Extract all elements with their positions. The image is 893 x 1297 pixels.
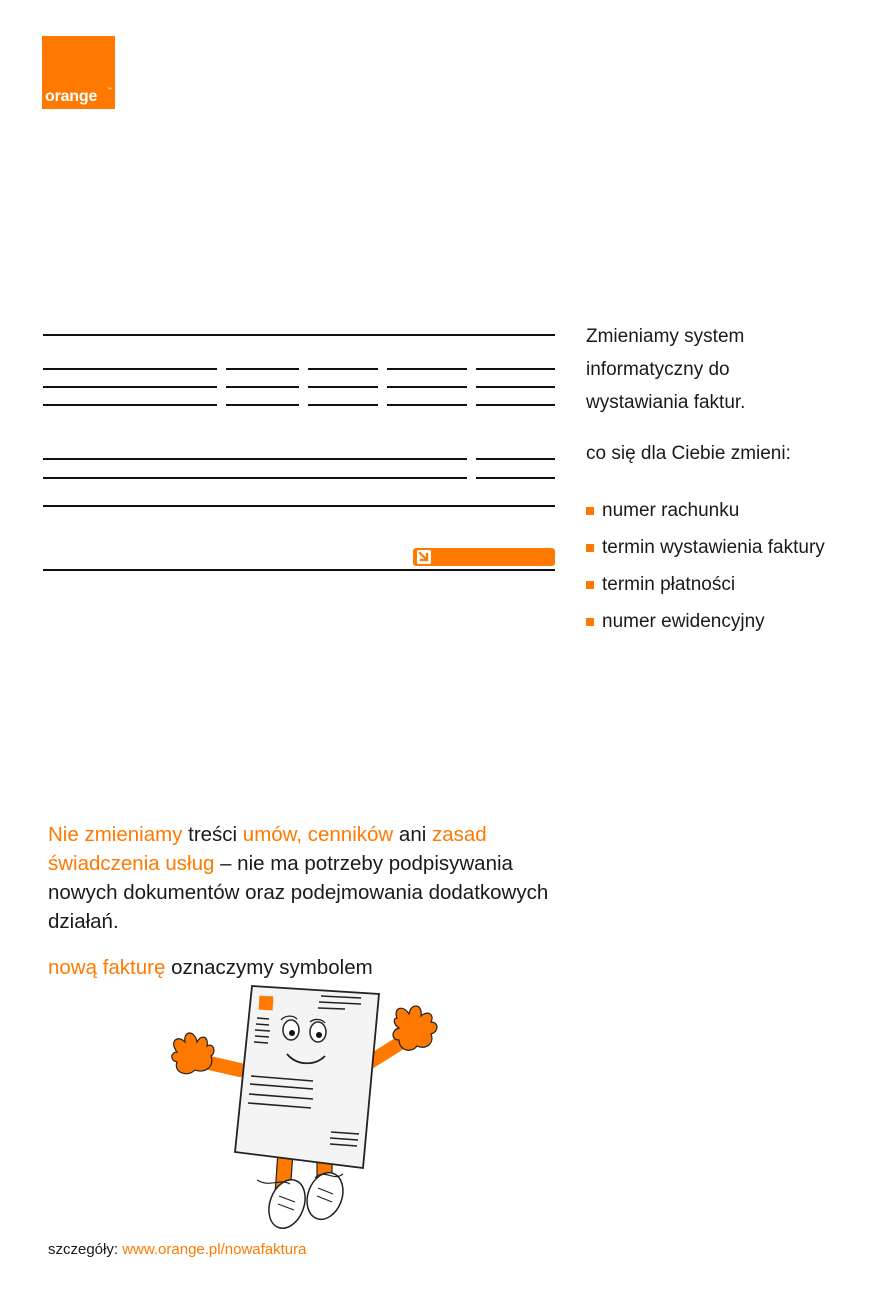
list-item-label: termin wystawienia faktury <box>602 536 825 558</box>
rule <box>43 368 217 370</box>
list-item <box>586 566 825 603</box>
arrow-down-right-icon <box>417 550 431 564</box>
rule <box>476 368 555 370</box>
side-subheading: co się dla Ciebie zmieni: <box>586 443 791 464</box>
rule <box>43 569 555 571</box>
list-item <box>586 529 825 566</box>
details-link[interactable]: www.orange.pl/nowafaktura <box>122 1241 307 1258</box>
rule <box>476 404 555 406</box>
highlight-text: umów, cenników <box>242 823 394 846</box>
rule <box>387 386 467 388</box>
rule <box>43 505 555 507</box>
symbol-line <box>48 953 373 982</box>
arrow-bar <box>413 548 555 566</box>
rule <box>226 404 299 406</box>
side-heading <box>586 320 745 419</box>
orange-logo <box>42 36 115 109</box>
rule <box>226 386 299 388</box>
body-text: – nie ma potrzeby podpisywania nowych dokumentów oraz podejmowania dodatkowych działań. <box>48 852 549 933</box>
highlight-text: zasad świadczenia usług <box>48 823 487 875</box>
rule <box>308 404 378 406</box>
highlight-text: Nie zmieniamy <box>48 823 183 846</box>
list-item-label: numer rachunku <box>602 499 740 521</box>
rule <box>308 368 378 370</box>
rule <box>43 334 555 336</box>
side-heading-line: wystawiania faktur. <box>586 392 746 413</box>
list-item <box>586 492 825 529</box>
side-heading-line: informatyczny do <box>586 359 730 380</box>
invoice-mascot-icon <box>165 982 450 1237</box>
rule <box>226 368 299 370</box>
footer <box>48 1241 306 1258</box>
list-item-label: termin płatności <box>602 573 736 595</box>
footer-label: szczegóły: <box>48 1241 123 1258</box>
body-text: treści <box>182 823 243 846</box>
rule <box>387 368 467 370</box>
rule <box>43 404 217 406</box>
bullet-square-icon <box>586 507 594 515</box>
list-item <box>586 603 825 640</box>
bullet-square-icon <box>586 581 594 589</box>
info-paragraph <box>48 820 568 936</box>
logo-trademark: ™ <box>107 87 112 93</box>
rule <box>476 458 555 460</box>
rule <box>476 386 555 388</box>
rule <box>387 404 467 406</box>
body-text: ani <box>393 823 432 846</box>
logo-text: orange <box>45 88 98 105</box>
rule <box>476 477 555 479</box>
highlight-text: nową fakturę <box>48 956 166 979</box>
side-heading-line: Zmieniamy system <box>586 326 745 347</box>
rule <box>43 458 467 460</box>
changes-list <box>586 492 825 640</box>
rule <box>308 386 378 388</box>
rule <box>43 477 467 479</box>
body-text: oznaczymy symbolem <box>165 956 373 979</box>
list-item-label: numer ewidencyjny <box>602 610 765 632</box>
bullet-square-icon <box>586 544 594 552</box>
bullet-square-icon <box>586 618 594 626</box>
rule <box>43 386 217 388</box>
